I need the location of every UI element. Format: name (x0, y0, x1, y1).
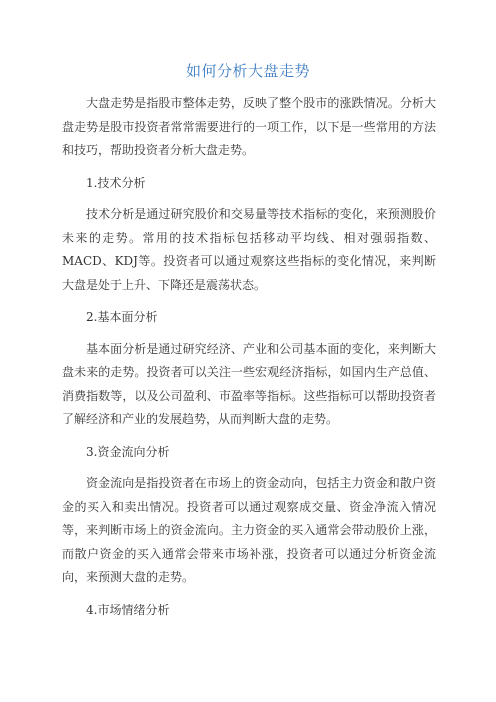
section-heading-capital-flow: 3.资金流向分析 (86, 444, 170, 459)
intro-paragraph: 大盘走势是指股市整体走势，反映了整个股市的涨跌情况。分析大盘走势是股市投资者常常需要进行的一项工作，以下是一些常用的方法和技巧，帮助投资者分析大盘走势。 (62, 96, 436, 157)
section-heading-technical: 1.技术分析 (86, 175, 146, 190)
section-body-capital-flow: 资金流向是指投资者在市场上的资金动向，包括主力资金和散户资金的买入和卖出情况。投资者可以通过观察成交量、资金净流入情况等，来判断市场上的资金流向。主力资金的买入通常会带动股价上涨，而散户资金的买入通常会带来市场补涨，投资者可以通过分析资金流向，来预测大盘的走势。 (62, 476, 436, 584)
section-body-technical: 技术分析是通过研究股价和交易量等技术指标的变化，来预测股价未来的走势。常用的技术指标包括移动平均线、相对强弱指数、MACD、KDJ等。投资者可以通过观察这些指标的变化情况，来判断大盘是处于上升、下降还是震荡状态。 (62, 207, 436, 292)
document-body (62, 92, 436, 630)
document-title: 如何分析大盘走势 (185, 62, 310, 80)
section-body-fundamental: 基本面分析是通过研究经济、产业和公司基本面的变化，来判断大盘未来的走势。投资者可以关注一些宏观经济指标，如国内生产总值、消费指数等，以及公司盈利、市盈率等指标。这些指标可以帮助投资者了解经济和产业的发展趋势，从而判断大盘的走势。 (62, 341, 436, 426)
section-heading-fundamental: 2.基本面分析 (86, 310, 158, 324)
section-heading-market-sentiment: 4.市场情绪分析 (86, 602, 170, 617)
